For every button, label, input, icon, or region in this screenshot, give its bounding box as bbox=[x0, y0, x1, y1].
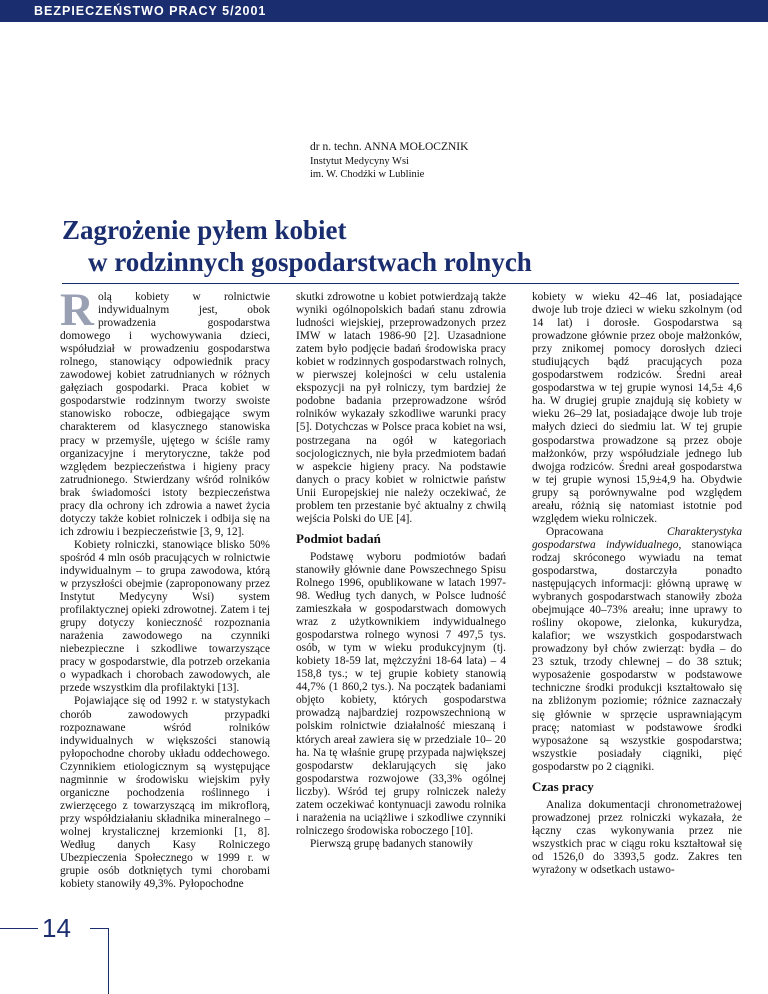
page-number: 14 bbox=[42, 913, 71, 943]
column-3 bbox=[532, 291, 742, 877]
author-name: dr n. techn. ANNA MOŁOCZNIK bbox=[310, 141, 469, 153]
journal-header-bar bbox=[0, 0, 768, 22]
page-number-vertical-rule bbox=[108, 928, 109, 994]
paragraph-3: Pojawiające się od 1992 r. w statystykach chorób zawodowych przypadki rozpoznawane wśród rolników indywidualnych w większości stanowią pyłopochodne choroby układu oddechowego. Czynnikiem etiologicznym są występujące nagminnie w środowisku wiejskim pyły organiczne pochodzenia roślinnego i zwierzęcego z towarzyszącą im mikroflorą, przy współdziałaniu składnika mineralnego – wolnej krystalicznej krzemionki [1, 8]. Według danych Kasy Rolniczego Ubezpieczenia Społecznego w 1999 r. w grupie osób dotkniętych tymi chorobami kobiety stanowiły 49,3%. Pyłopochodne bbox=[60, 695, 270, 891]
title-line-2: w rodzinnych gospodarstwach rolnych bbox=[88, 247, 532, 277]
section-heading-czas: Czas pracy bbox=[532, 778, 594, 794]
paragraph-9: Analiza dokumentacji chronometrażowej prowadzonej przez rolniczki wykazała, że łączny czas wykonywania przez nie wszystkich prac w ciągu roku kształtował się od 1526,0 do 3393,5 godz. Zakres ten wyrażony w odsetkach ustawo- bbox=[532, 798, 742, 876]
paragraph-8-post: , stanowiąca rodzaj skróconego wywiadu na temat gospodarstwa, dostarczyła ponadto następujących informacji: główną uprawę w wybranych gospodarstwach stanowiły zboża obejmujące 40–73% areału; inne uprawy to rośliny okopowe, zielonka, kukurydza, kalafior; we wszystkich gospodarstwach prowadzony był chów zwierząt: bydła – do 23 sztuk, trzody chlewnej – do 38 sztuk; wyposażenie gospodarstw w podstawowe techniczne środki produkcji kształtowało się na zbliżonym poziomie; różnice zaznaczały się głównie w sprzęcie usprawniającym pracę; natomiast w podstawowe środki wyposażone są wszystkie gospodarstwa; wszystkie posiadały ciągniki, pięć gospodarstw po 2 ciągniki. bbox=[532, 538, 742, 773]
page-number-rule-left bbox=[0, 928, 38, 929]
journal-header: BEZPIECZEŃSTWO PRACY 5/2001 bbox=[34, 4, 267, 18]
paragraph-2: Kobiety rolniczki, stanowiące blisko 50% spośród 4 mln osób pracujących w rolnictwie indywidualnym – to grupa zawodowa, którą w przyszłości obejmie (zaproponowany przez Instytut Medycyny Wsi) system profilaktycznej opieki zdrowotnej. Zatem i tej grupy dotyczy konieczność rozpoznania narażenia zawodowego na czynniki niebezpieczne i szkodliwe towarzyszące pracy w gospodarstwie, dla potrzeb orzekania o wypadkach i chorobach zawodowych, ale przede wszystkim dla profilaktyki [13]. bbox=[60, 538, 270, 695]
paragraph-8-pre: Opracowana bbox=[546, 525, 668, 538]
drop-cap: R bbox=[60, 284, 94, 336]
page-number-rule-right bbox=[90, 928, 108, 929]
author-affiliation-city: im. W. Chodźki w Lublinie bbox=[310, 169, 425, 180]
paragraph-intro bbox=[60, 284, 270, 539]
paragraph-8 bbox=[532, 526, 742, 774]
column-2 bbox=[296, 291, 506, 851]
paragraph-7: kobiety w wieku 42–46 lat, posiadające dwoje lub troje dzieci w wieku szkolnym (od 14 lat) i dorosłe. Gospodarstwa są prowadzone głównie przez oboje małżonków, przy znikomej pomocy dorosłych dzieci studiujących bądź pracujących poza gospodarstwem rodziców. Średni areał gospodarstwa w tej grupie wynosi 14,5± 4,6 ha. W drugiej grupie znajdują się kobiety w wieku 26–29 lat, posiadające dwoje lub troje małych dzieci do siedmiu lat. W tej grupie gospodarstwa prowadzone są przez oboje małżonków, przy współudziale jednego lub dwojga rodziców. Średni areał gospodarstwa w tej grupie wynosi 15,9±4,9 ha. Obydwie grupy są porównywalne pod względem areału, różnią się natomiast istotnie pod względem wieku rolniczek. bbox=[532, 291, 742, 525]
paragraph-8-italic: Charakterystyka gospodarstwa indywidualnego bbox=[532, 525, 742, 551]
paragraph-5: Podstawę wyboru podmiotów badań stanowiły głównie dane Powszechnego Spisu Rolnego 1996, opublikowane w latach 1997-98. Według tych danych, w Polsce ludność zamieszkała w gospodarstwach domowych wraz z użytkownikiem indywidualnego gospodarstwa rolnego wynosi 7 497,5 tys. osób, w tym w wieku produkcyjnym (tj. kobiety 18-59 lat, mężczyźni 18-64 lata) – 4 158,8 tys.; w tej grupie kobiety stanowią 44,7% (1 860,2 tys.). Na początek badaniami objęto kobiety, których gospodarstwa prowadzą najbardziej rozpowszechnioną w polskim rolnictwie działalność mieszaną i których areał zawiera się w przedziale 10– 20 ha. Na tę właśnie grupę przypada największej gospodarstw deklarujących się jako gospodarstwa rozwojowe (33,3% ogólnej liczby). Wśród tej grupy rolniczek należy zatem oczekiwać kontynuacji zawodu rolnika i narażenia na uciążliwe i szkodliwe czynniki rolniczego środowiska roboczego [10]. bbox=[296, 550, 506, 837]
title-line-1: Zagrożenie pyłem kobiet bbox=[62, 215, 347, 245]
section-heading-podmiot: Podmiot badań bbox=[296, 530, 381, 546]
paragraph-6: Pierwszą grupę badanych stanowiły bbox=[310, 837, 473, 850]
column-1 bbox=[60, 284, 270, 891]
article-title bbox=[62, 214, 532, 278]
title-rule bbox=[62, 283, 739, 284]
paragraph-4: skutki zdrowotne u kobiet potwierdzają także wyniki ogólnopolskich badań stanu zdrowia ludności wiejskiej, przeprowadzonych przez IMW w latach 1986-90 [2]. Uzasadnione zatem było podjęcie badań środowiska pracy kobiet w rodzinnych gospodarstwach rolnych, w pierwszej kolejności w celu ustalenia ekspozycji na pył rolniczy, tym bardziej że podobne badania przeprowadzone wśród rolników wykazały szkodliwe warunki pracy [5]. Dotychczas w Polsce praca kobiet na wsi, postrzegana na ogół w kategoriach socjologicznych, nie była przedmiotem badań w aspekcie higieny pracy. Na podstawie danych o pracy kobiet w rolnictwie państw Unii Europejskiej nie należy oczekiwać, że problem ten przestanie być aktualny z chwilą wejścia Polski do UE [4]. bbox=[296, 291, 506, 525]
paragraph-1-text: olą kobiety w rolnictwie indywidualnym jest, obok prowadzenia gospodarstwa domowego i wychowywania dzieci, współudział w prowadzeniu gospodarstwa rolnego, stanowiący odpowiednik pracy zawodowej kobiet zatrudnianych w różnych gałęziach gospodarki. Praca kobiet w gospodarstwie rodzinnym tworzy swoiste stanowisko robocze, odbiegające swym charakterem od klasycznego stanowiska pracy w przemyśle, ujętego w ściśle ramy organizacyjne i merytoryczne, także pod względem bezpieczeństwa i higieny pracy zatrudnionego. Stwierdzany wśród rolników brak świadomości istoty bezpieczeństwa pracy dla ochrony ich zdrowia a nawet życia dotyczy także kobiet rolniczek i odbija się na ich zdrowiu i bezpieczeństwie [3, 9, 12]. bbox=[60, 291, 270, 538]
author-affiliation: Instytut Medycyny Wsi bbox=[310, 156, 409, 167]
author-block bbox=[310, 140, 468, 181]
